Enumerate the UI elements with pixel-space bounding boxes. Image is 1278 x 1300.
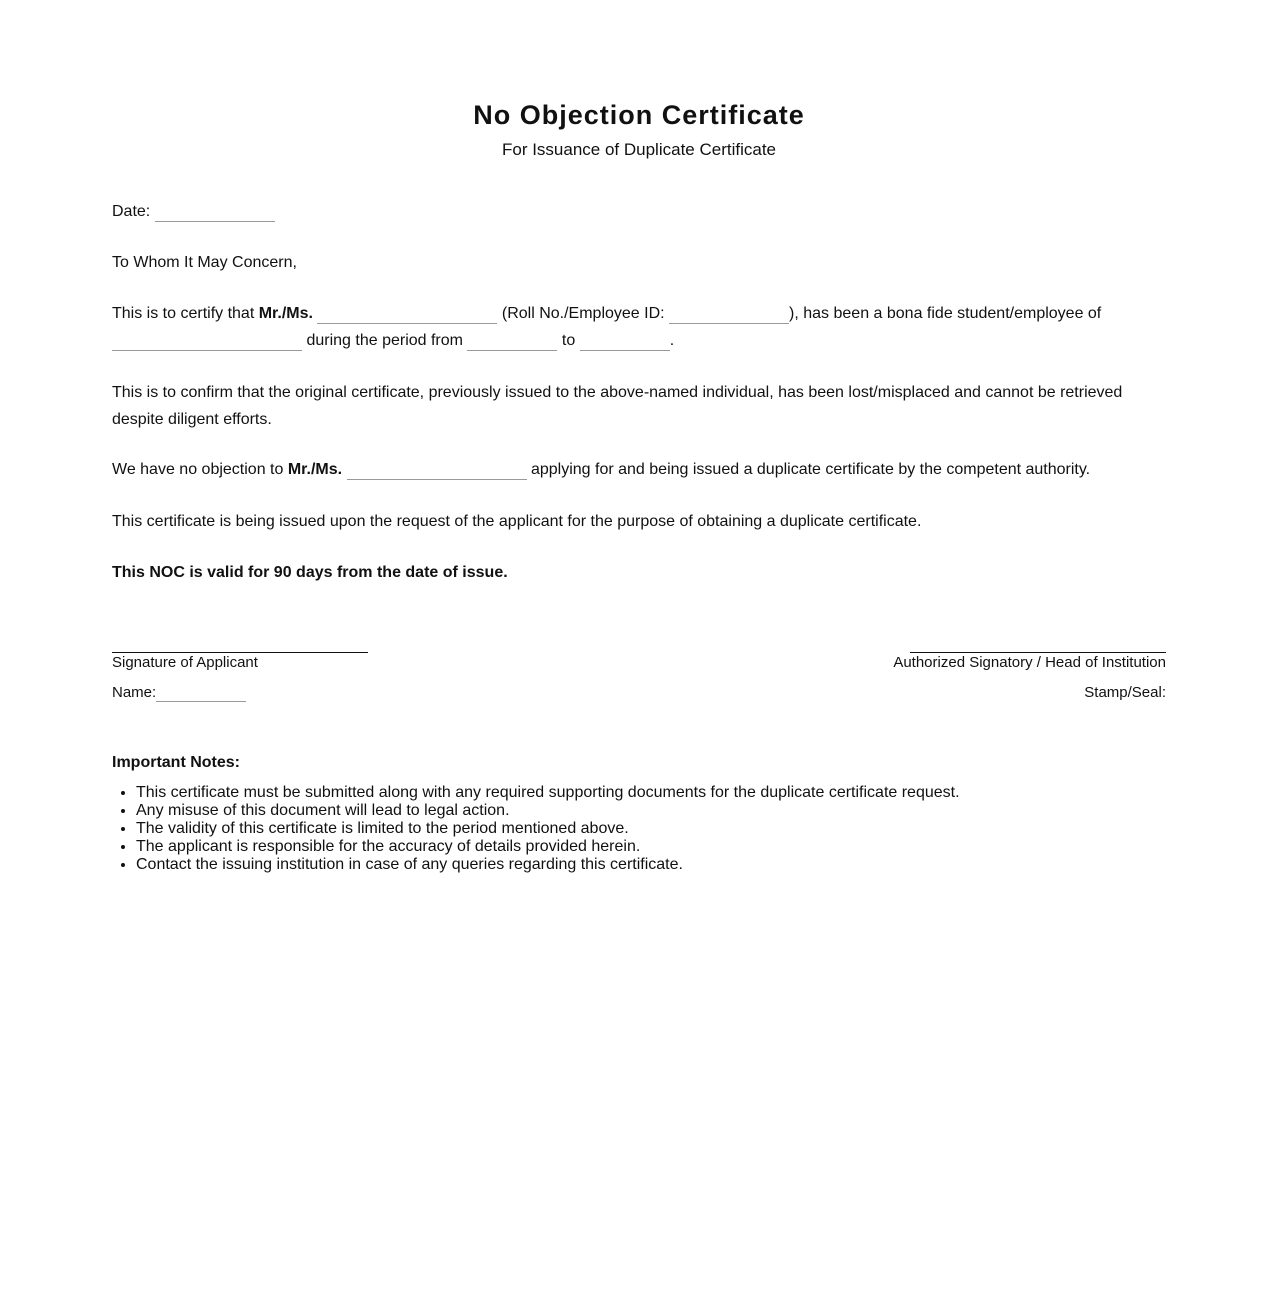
date-label: Date: (112, 203, 151, 220)
roll-label: (Roll No./Employee ID: (501, 305, 665, 322)
to-label: to (561, 332, 576, 349)
list-item: • This certificate must be submitted along with any required supporting documents for the duplicate certificate request. (136, 784, 960, 802)
certify-end: . (669, 332, 675, 349)
date-line (112, 198, 1166, 225)
authority-signature-label: Authorized Signatory / Head of Institution (893, 654, 1166, 671)
validity-statement: This NOC is valid for 90 days from the date of issue. (112, 564, 508, 581)
list-item: • The validity of this certificate is limited to the period mentioned above. (136, 820, 960, 838)
page-subtitle: For Issuance of Duplicate Certificate (501, 140, 776, 159)
institution-blank[interactable] (112, 332, 302, 351)
objection-paragraph (112, 456, 1166, 483)
notes-title: Important Notes: (112, 754, 240, 771)
period-label: during the period from (306, 332, 463, 349)
applicant-name-line (112, 683, 246, 703)
stamp-label: Stamp/Seal: (1084, 684, 1166, 701)
certify-honorific: Mr./Ms. (258, 305, 313, 322)
objection-suffix: applying for and being issued a duplicate certificate by the competent authority. (530, 461, 1091, 478)
list-item: • Any misuse of this document will lead to legal action. (136, 802, 960, 820)
applicant-printed-name-blank[interactable] (156, 685, 246, 702)
notes-list (112, 784, 960, 874)
confirm-paragraph: This is to confirm that the original certificate, previously issued to the above-named individual, has been lost/misplaced and cannot be retrieved despite diligent efforts. (112, 384, 1123, 428)
period-to-blank[interactable] (580, 332, 670, 351)
date-blank[interactable] (155, 203, 275, 222)
list-item: • The applicant is responsible for the accuracy of details provided herein. (136, 838, 960, 856)
certify-prefix: This is to certify that (112, 305, 255, 322)
certificate-page (112, 98, 1166, 873)
certify-suffix: ), has been a bona fide student/employee of (789, 305, 1102, 322)
applicant-name-blank[interactable] (347, 461, 527, 480)
applicant-name-label: Name: (112, 684, 157, 701)
roll-blank[interactable] (669, 305, 789, 324)
period-from-blank[interactable] (467, 332, 557, 351)
page-title: No Objection Certificate (473, 100, 805, 130)
objection-honorific: Mr./Ms. (287, 461, 343, 478)
purpose-paragraph: This certificate is being issued upon the request of the applicant for the purpose of obtaining a duplicate certificate. (112, 513, 922, 530)
salutation: To Whom It May Concern, (112, 254, 297, 271)
objection-prefix: We have no objection to (112, 461, 284, 478)
certify-paragraph (112, 300, 1166, 354)
list-item: • Contact the issuing institution in case of any queries regarding this certificate. (136, 856, 960, 874)
applicant-signature-label: Signature of Applicant (112, 654, 258, 671)
name-blank[interactable] (317, 305, 497, 324)
